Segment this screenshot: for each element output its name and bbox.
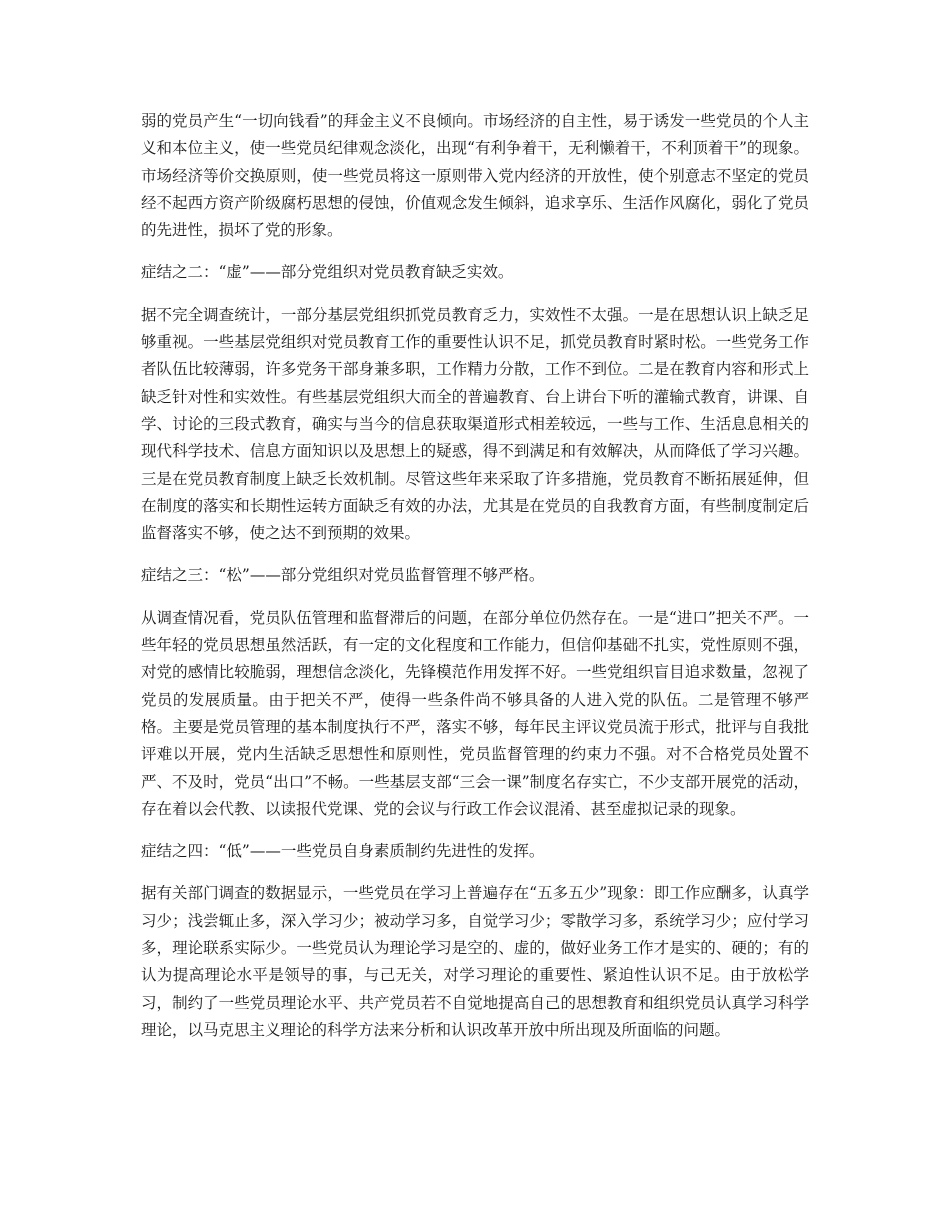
- body-paragraph: 据有关部门调查的数据显示，一些党员在学习上普遍存在“五多五少”现象：即工作应酬多，认真学习少；浅尝辄止多，深入学习少；被动学习多，自觉学习少；零散学习多，系统学习少；应付学习多，理论联系实际少。一些党员认为理论学习是空的、虚的，做好业务工作才是实的、硬的；有的认为提高理论水平是领导的事，与己无关，对学习理论的重要性、紧迫性认识不足。由于放松学习，制约了一些党员理论水平、共产党员若不自觉地提高自己的思想教育和组织党员认真学习科学理论，以马克思主义理论的科学方法来分析和认识改革开放中所出现及所面临的问题。: [141, 884, 809, 1039]
- section-heading: 症结之三：“松”——部分党组织对党员监督管理不够严格。: [141, 566, 545, 585]
- section-heading: 症结之二：“虚”——部分党组织对党员教育缺乏实效。: [141, 263, 514, 282]
- body-paragraph: 从调查情况看，党员队伍管理和监督滞后的问题，在部分单位仍然存在。一是“进口”把关不严。一些年轻的党员思想虽然活跃，有一定的文化程度和工作能力，但信仰基础不扎实，党性原则不强，对党的感情比较脆弱，理想信念淡化，先锋模范作用发挥不好。一些党组织盲目追求数量，忽视了党员的发展质量。由于把关不严，使得一些条件尚不够具备的人进入党的队伍。二是管理不够严格。主要是党员管理的基本制度执行不严，落实不够，每年民主评议党员流于形式，批评与自我批评难以开展，党内生活缺乏思想性和原则性，党员监督管理的约束力不强。对不合格党员处置不严、不及时，党员“出口”不畅。一些基层支部“三会一课”制度名存实亡，不少支部开展党的活动，存在着以会代教、以读报代党课、党的会议与行政工作会议混淆、甚至虚拟记录的现象。: [141, 608, 809, 818]
- document-body: [141, 108, 809, 1059]
- body-paragraph: 弱的党员产生“一切向钱看”的拜金主义不良倾向。市场经济的自主性，易于诱发一些党员的个人主义和本位主义，使一些党员纪律观念淡化，出现“有利争着干，无利懒着干，不利顶着干”的现象。市场经济等价交换原则，使一些党员将这一原则带入党内经济的开放性，使个别意志不坚定的党员经不起西方资产阶级腐朽思想的侵蚀，价值观念发生倾斜，追求享乐、生活作风腐化，弱化了党员的先进性，损坏了党的形象。: [141, 112, 809, 240]
- section-heading: 症结之四：“低”——一些党员自身素质制约先进性的发挥。: [141, 842, 545, 861]
- body-paragraph: 据不完全调查统计，一部分基层党组织抓党员教育乏力，实效性不太强。一是在思想认识上缺乏足够重视。一些基层党组织对党员教育工作的重要性认识不足，抓党员教育时紧时松。一些党务工作者队伍比较薄弱，许多党务干部身兼多职，工作精力分散，工作不到位。二是在教育内容和形式上缺乏针对性和实效性。有些基层党组织大而全的普遍教育、台上讲台下听的灌输式教育，讲课、自学、讨论的三段式教育，确实与当今的信息获取渠道形式相差较远，一些与工作、生活息息相关的现代科学技术、信息方面知识以及思想上的疑惑，得不到满足和有效解决，从而降低了学习兴趣。三是在党员教育制度上缺乏长效机制。尽管这些年来采取了许多措施，党员教育不断拓展延伸，但在制度的落实和长期性运转方面缺乏有效的办法，尤其是在党员的自我教育方面，有些制度制定后监督落实不够，使之达不到预期的效果。: [141, 305, 809, 543]
